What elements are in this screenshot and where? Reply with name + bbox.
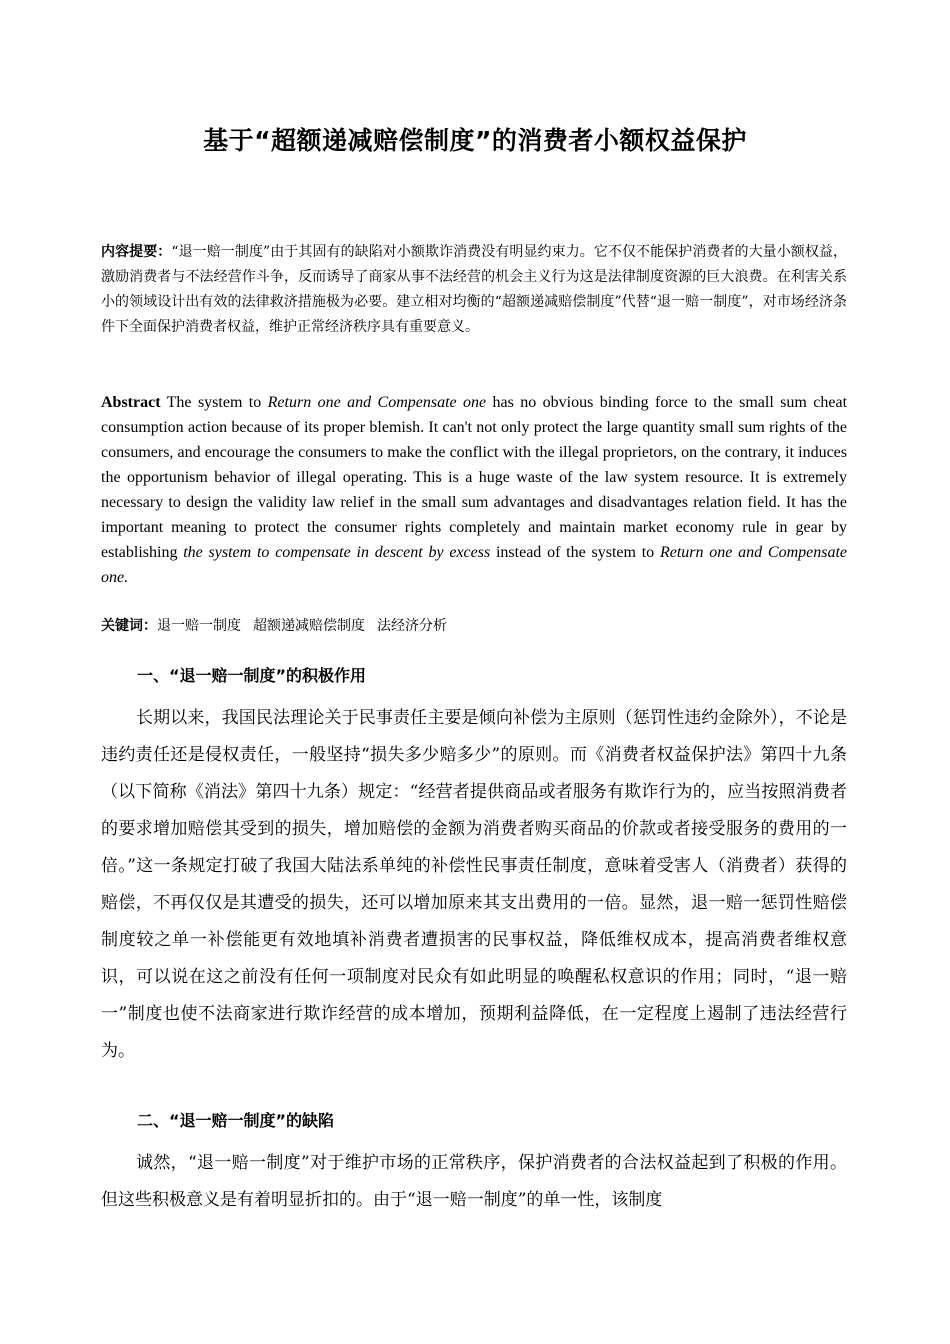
- keywords-label: 关键词：: [101, 618, 157, 634]
- paper-title: 基于“超额递减赔偿制度”的消费者小额权益保护: [203, 126, 747, 155]
- abstract-italic-3: Return one and Compensate one.: [101, 544, 848, 586]
- abstract-italic-1: Return one and Compensate one: [267, 394, 487, 411]
- keyword-item: 超额递减赔偿制度: [253, 618, 365, 634]
- section-heading: 一、“退一赔一制度”的积极作用: [137, 666, 367, 685]
- chinese-summary: [101, 240, 847, 340]
- keyword-item: 退一赔一制度: [157, 618, 241, 634]
- abstract-text-1: The system to: [160, 394, 268, 411]
- section-heading: 二、“退一赔一制度”的缺陷: [137, 1111, 335, 1130]
- abstract-text-2: has no obvious binding force to the small sum cheat consumption action because of its proper blemish. It can't not only protect the large quantity small sum rights of the consumers, and encourage the consumers to make the conflict with the illegal proprietors, on the contrary, it induces the opportunism behavior of illegal operating. This is a huge waste of the law system resource. It is extremely necessary to design the validity law relief in the small sum advantages and disadvantages relation field. It has the important meaning to protect the consumer rights completely and maintain market economy rule in gear by establishing: [101, 394, 848, 561]
- keywords: [101, 614, 847, 639]
- summary-label: 内容提要：: [101, 244, 172, 260]
- english-abstract: [101, 390, 847, 590]
- abstract-label: Abstract: [101, 394, 161, 411]
- abstract-text-3: instead of the system to: [490, 544, 660, 561]
- keyword-item: 法经济分析: [377, 618, 447, 634]
- abstract-italic-2: the system to compensate in descent by excess: [183, 544, 491, 561]
- section-paragraph: 诚然，“退一赔一制度”对于维护市场的正常秩序，保护消费者的合法权益起到了积极的作用。但这些积极意义是有着明显折扣的。由于“退一赔一制度”的单一性，该制度: [101, 1153, 847, 1210]
- summary-text: “退一赔一制度”由于其固有的缺陷对小额欺诈消费没有明显约束力。它不仅不能保护消费者的大量小额权益，激励消费者与不法经营作斗争，反而诱导了商家从事不法经营的机会主义行为这是法律制度资源的巨大浪费。在利害关系小的领域设计出有效的法律救济措施极为必要。建立相对均衡的“超额递减赔偿制度”代替“退一赔一制度”，对市场经济条件下全面保护消费者权益，维护正常经济秩序具有重要意义。: [101, 244, 848, 335]
- section-paragraph: 长期以来，我国民法理论关于民事责任主要是倾向补偿为主原则（惩罚性违约金除外），不论是违约责任还是侵权责任，一般坚持“损失多少赔多少”的原则。而《消费者权益保护法》第四十九条（以下简称《消法》第四十九条）规定：“经营者提供商品或者服务有欺诈行为的，应当按照消费者的要求增加赔偿其受到的损失，增加赔偿的金额为消费者购买商品的价款或者接受服务的费用的一倍。”这一条规定打破了我国大陆法系单纯的补偿性民事责任制度，意味着受害人（消费者）获得的赔偿，不再仅仅是其遭受的损失，还可以增加原来其支出费用的一倍。显然，退一赔一惩罚性赔偿制度较之单一补偿能更有效地填补消费者遭损害的民事权益，降低维权成本，提高消费者维权意识，可以说在这之前没有任何一项制度对民众有如此明显的唤醒私权意识的作用；同时，“退一赔一”制度也使不法商家进行欺诈经营的成本增加，预期利益降低，在一定程度上遏制了违法经营行为。: [101, 708, 847, 1061]
